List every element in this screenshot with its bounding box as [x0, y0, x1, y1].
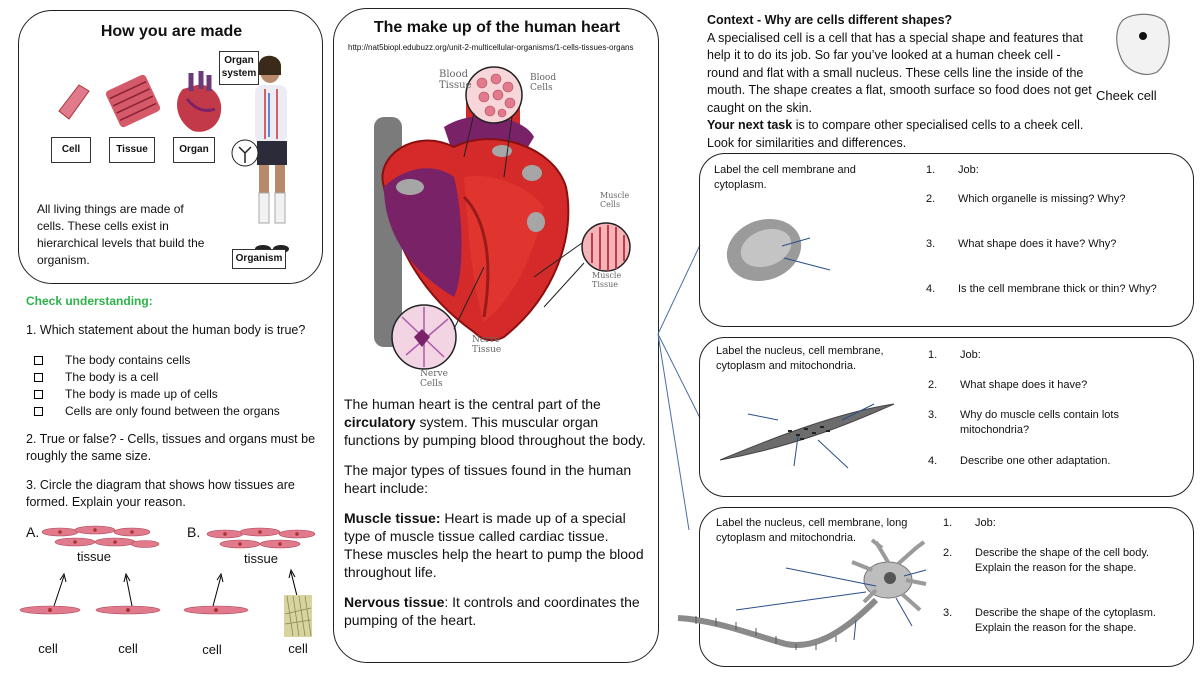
organ-label: Organ: [173, 137, 215, 163]
diagram-a-cell-2-caption: cell: [118, 641, 138, 656]
human-heart-title: The make up of the human heart: [373, 19, 621, 36]
card-3-question-1: 1. Job:: [943, 517, 996, 529]
tissue-types-paragraph: The major types of tissues found in the human heart include:: [344, 462, 632, 496]
organism-label: Organism: [232, 249, 286, 269]
cheek-cell-caption: Cheek cell: [1096, 88, 1157, 103]
diagram-b-cell-2-caption: cell: [288, 641, 308, 656]
question-1: 1. Which statement about the human body is true?: [26, 323, 306, 337]
nervous-tissue-paragraph: Nervous tissue: It controls and coordinates the pumping of the heart.: [344, 594, 640, 628]
option-label: The body is made up of cells: [65, 387, 218, 401]
question-1-options: [22, 352, 322, 420]
nerve-tissue-label: Nerve Tissue: [472, 335, 502, 355]
checkbox[interactable]: [34, 356, 43, 365]
nerve-cell-illustration: [676, 540, 926, 660]
source-url[interactable]: http://nat5biopl.edubuzz.org/unit-2-multicellular-organisms/1-cells-tissues-organs: [348, 43, 634, 52]
diagram-b-label[interactable]: B.: [187, 524, 201, 540]
card-2-question-1: 1. Job:: [928, 349, 981, 361]
question-2: 2. True or false? - Cells, tissues and organs must be roughly the same size.: [26, 432, 316, 463]
context-section: [707, 12, 1092, 152]
card-2-question-2: 2. What shape does it have?: [928, 379, 1088, 391]
card-1-question-3: 3. What shape does it have? Why?: [926, 238, 1117, 250]
option-row: [22, 386, 322, 403]
card-1-instruction: Label the cell membrane and cytoplasm.: [714, 164, 856, 191]
check-heading: Check understanding:: [26, 294, 153, 308]
diagram-a-label[interactable]: A.: [26, 524, 40, 540]
option-label: The body contains cells: [65, 353, 191, 367]
blood-tissue-label: Blood Tissue: [439, 69, 472, 91]
muscle-tissue-paragraph: Muscle tissue: Heart is made up of a special type of muscle tissue called cardiac tissue. These muscles help the heart to pump the blood throughout life.: [344, 510, 644, 580]
human-heart-panel: [333, 8, 659, 663]
checkbox[interactable]: [34, 390, 43, 399]
diagram-b-tissue-illustration: [205, 524, 320, 554]
card-2-question-3: 3. Why do muscle cells contain lots mitochondria?: [928, 409, 1119, 436]
diagram-a-cells: [18, 600, 168, 620]
cheek-cell-illustration: [1113, 10, 1173, 78]
muscle-tissue-label: Muscle Tissue: [592, 271, 622, 289]
diagram-b-tissue-caption: tissue: [244, 551, 278, 566]
context-heading: Context - Why are cells different shapes?: [707, 13, 953, 27]
card-3-question-3: 3. Describe the shape of the cytoplasm. Explain the reason for the shape.: [943, 607, 1156, 634]
diagram-b-cell: [182, 600, 252, 620]
diagram-a-tissue-caption: tissue: [77, 549, 111, 564]
context-text: A specialised cell is a cell that has a special shape and features that help it to do its job. So far you’ve looked at a human cheek cell - round and flat with a small nucleus. These cells line the inside of the mouth. The shape creates a flat, smooth surface so food does not get caught on the skin.: [707, 30, 1092, 115]
how-you-are-made-title: How you are made: [100, 23, 243, 40]
card-3-instruction: Label the nucleus, cell membrane, long cytoplasm and mitochondria.: [716, 517, 908, 544]
cell-label: Cell: [51, 137, 91, 163]
muscle-cells-label: Muscle Cells: [600, 191, 630, 209]
red-blood-cell-card: [699, 153, 1194, 327]
card-3-question-2: 2. Describe the shape of the cell body. Explain the reason for the shape.: [943, 547, 1150, 574]
checkbox[interactable]: [34, 373, 43, 382]
card-1-question-1: 1. Job:: [926, 164, 979, 176]
diagram-b-cell-1-caption: cell: [202, 642, 222, 657]
how-you-are-made-panel: [18, 10, 323, 284]
cell-illustration: [53, 77, 93, 127]
muscle-cell-card: [699, 337, 1194, 497]
card-2-question-4: 4. Describe one other adaptation.: [928, 455, 1111, 467]
connector-lines: [655, 240, 705, 540]
red-blood-cell-illustration: [724, 210, 834, 290]
next-task: Your next task is to compare other specialised cells to a cheek cell. Look for similarities and differences.: [707, 118, 1084, 150]
tissue-label: Tissue: [109, 137, 155, 163]
circulatory-paragraph: The human heart is the central part of the circulatory system. This muscular organ functions by pumping blood throughout the body.: [344, 396, 646, 448]
option-label: Cells are only found between the organs: [65, 404, 280, 418]
muscle-cell-illustration: [718, 400, 898, 470]
card-1-question-4: 4. Is the cell membrane thick or thin? Why?: [926, 283, 1157, 295]
blood-cells-label: Blood Cells: [530, 73, 557, 93]
heart-description: [344, 395, 650, 641]
intro-text: All living things are made of cells. These cells exist in hierarchical levels that build the organism.: [37, 202, 205, 267]
card-1-question-2: 2. Which organelle is missing? Why?: [926, 193, 1126, 205]
checkbox[interactable]: [34, 407, 43, 416]
tissue-illustration: [103, 71, 163, 131]
organ-system-label: Organ system: [219, 51, 259, 85]
option-row: [22, 403, 322, 420]
nerve-cells-label: Nerve Cells: [420, 369, 448, 389]
diagram-a-tissue-illustration: [40, 522, 160, 552]
option-row: [22, 352, 322, 369]
diagram-b-fibre-tissue: [283, 594, 313, 638]
option-row: [22, 369, 322, 386]
question-3: 3. Circle the diagram that shows how tissues are formed. Explain your reason.: [26, 478, 295, 509]
option-label: The body is a cell: [65, 370, 159, 384]
diagram-a-cell-1-caption: cell: [38, 641, 58, 656]
card-2-instruction: Label the nucleus, cell membrane, cytoplasm and mitochondria.: [716, 345, 884, 372]
